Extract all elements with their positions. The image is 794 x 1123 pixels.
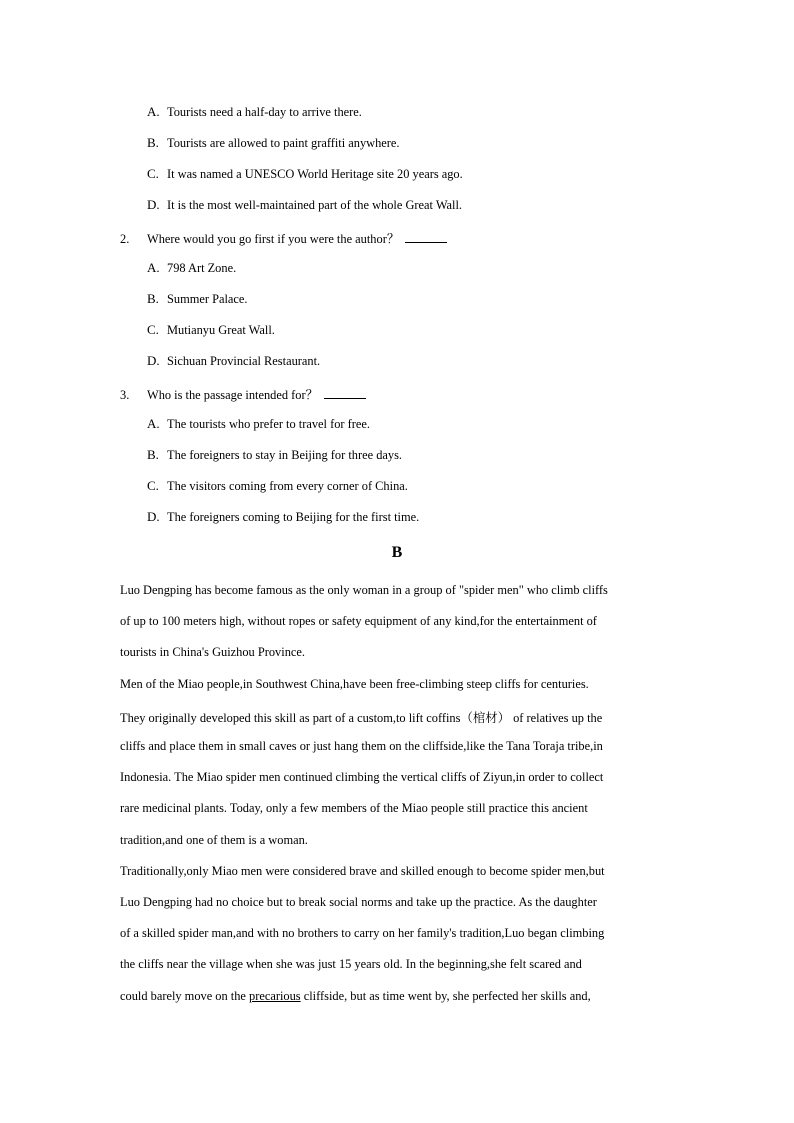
- option-letter: C.: [147, 322, 159, 337]
- q3-option-d: [147, 509, 419, 525]
- q1-option-a: [147, 104, 362, 120]
- answer-blank[interactable]: [405, 232, 447, 243]
- option-text: Sichuan Provincial Restaurant.: [167, 354, 321, 368]
- option-letter: D.: [147, 509, 160, 524]
- option-letter: B.: [147, 447, 159, 462]
- passage-line: tradition,and one of them is a woman.: [120, 833, 308, 847]
- option-text: Tourists are allowed to paint graffiti anywhere.: [167, 136, 400, 150]
- passage-line: Luo Dengping has become famous as the only woman in a group of "spider men" who climb cliffs: [120, 583, 608, 597]
- option-letter: C.: [147, 166, 159, 181]
- passage-line: They originally developed this skill as part of a custom,to lift coffins（棺材） of relatives up the: [120, 711, 603, 725]
- option-letter: D.: [147, 197, 160, 212]
- q1-option-b: [147, 135, 400, 151]
- underlined-word: precarious: [249, 989, 301, 1003]
- q2-option-b: [147, 291, 248, 307]
- passage-line: rare medicinal plants. Today, only a few members of the Miao people still practice this ancient: [120, 801, 588, 815]
- q2-option-c: [147, 322, 275, 338]
- section-title: B: [391, 544, 403, 561]
- option-text: The foreigners to stay in Beijing for three days.: [167, 448, 403, 462]
- question-stem: Where would you go first if you were the author？: [147, 232, 400, 246]
- option-letter: A.: [147, 260, 160, 275]
- option-text: The tourists who prefer to travel for free.: [167, 417, 370, 431]
- passage-line: Men of the Miao people,in Southwest China,have been free-climbing steep cliffs for centuries.: [120, 677, 589, 691]
- line-text-after: cliffside, but as time went by, she perfected her skills and,: [300, 989, 591, 1003]
- option-letter: A.: [147, 104, 160, 119]
- option-letter: B.: [147, 291, 159, 306]
- passage-line: Indonesia. The Miao spider men continued climbing the vertical cliffs of Ziyun,in order to collect: [120, 770, 604, 784]
- answer-blank[interactable]: [324, 388, 366, 399]
- passage-line: of a skilled spider man,and with no brothers to carry on her family's tradition,Luo began climbing: [120, 926, 605, 940]
- q1-option-c: [147, 166, 463, 182]
- option-text: It was named a UNESCO World Heritage site 20 years ago.: [167, 167, 463, 181]
- question-stem: Who is the passage intended for？: [147, 388, 319, 402]
- q3-option-c: [147, 478, 408, 494]
- option-letter: D.: [147, 353, 160, 368]
- passage-line: the cliffs near the village when she was just 15 years old. In the beginning,she felt scared and: [120, 957, 582, 971]
- option-letter: B.: [147, 135, 159, 150]
- q2-option-d: [147, 353, 320, 369]
- question-number: 3.: [120, 388, 130, 402]
- line-text-before: could barely move on the: [120, 989, 250, 1003]
- option-text: 798 Art Zone.: [167, 261, 237, 275]
- passage-line: tourists in China's Guizhou Province.: [120, 645, 305, 659]
- option-text: The foreigners coming to Beijing for the first time.: [167, 510, 420, 524]
- q3-option-b: [147, 447, 402, 463]
- option-text: It is the most well-maintained part of the whole Great Wall.: [167, 198, 463, 212]
- option-letter: A.: [147, 416, 160, 431]
- q3-option-a: [147, 416, 370, 432]
- option-text: Tourists need a half-day to arrive there.: [167, 105, 362, 119]
- question-number: 2.: [120, 232, 130, 246]
- q1-option-d: [147, 197, 462, 213]
- passage-line-last: [120, 989, 591, 1004]
- option-letter: C.: [147, 478, 159, 493]
- option-text: Mutianyu Great Wall.: [167, 323, 275, 337]
- passage-line: Luo Dengping had no choice but to break social norms and take up the practice. As the daughter: [120, 895, 597, 909]
- passage-line: Traditionally,only Miao men were considered brave and skilled enough to become spider men,but: [120, 864, 605, 878]
- passage-line: of up to 100 meters high, without ropes or safety equipment of any kind,for the entertainment of: [120, 614, 597, 628]
- option-text: The visitors coming from every corner of China.: [167, 479, 408, 493]
- question-2: [120, 229, 447, 247]
- option-text: Summer Palace.: [167, 292, 248, 306]
- question-3: [120, 385, 366, 403]
- q2-option-a: [147, 260, 236, 276]
- passage-line: cliffs and place them in small caves or just hang them on the cliffside,like the Tana Toraja tribe,in: [120, 739, 603, 753]
